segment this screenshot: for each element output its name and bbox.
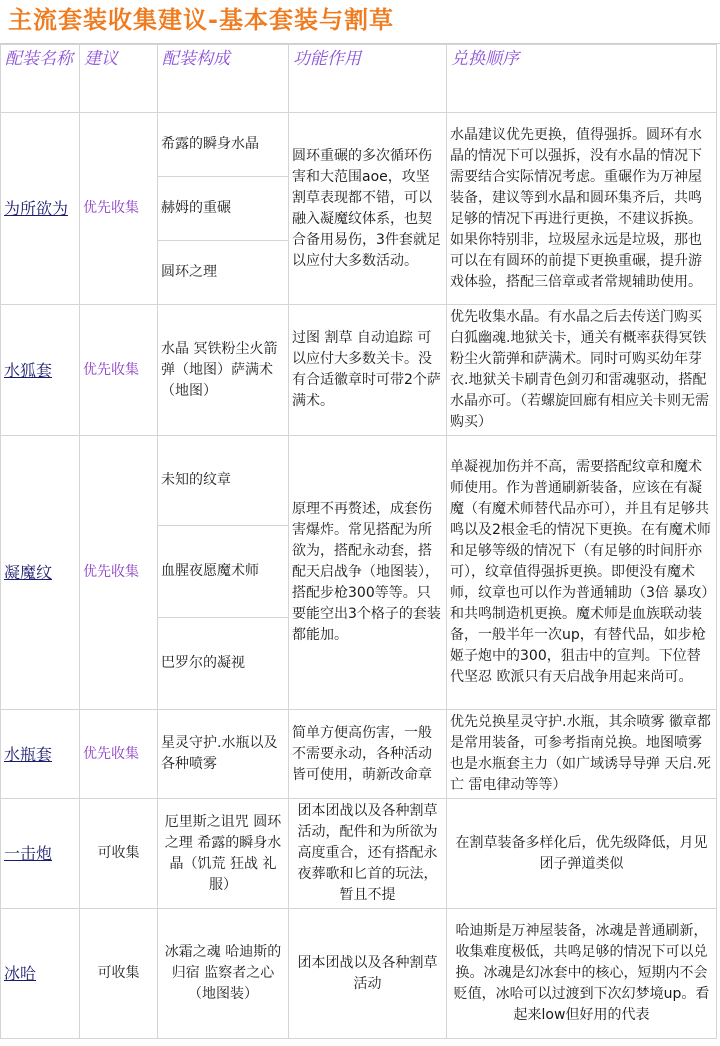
function-cell: 原理不再赘述，成套伤害爆炸。常见搭配为所欲为，搭配永动套，搭配天启战争（地图装），搭配步枪300等等。只要能空出3个格子的套装都能加。 <box>289 436 447 710</box>
recommendation-cell: 优先收集 <box>80 710 158 799</box>
suit-name-link[interactable]: 水瓶套 <box>1 710 80 799</box>
function-cell: 过图 割草 自动追踪 可以应付大多数关卡。没有合适徽章时可带2个萨满术。 <box>289 305 447 436</box>
table-row <box>1 113 717 177</box>
table-row <box>1 305 717 436</box>
component-cell: 希露的瞬身水晶 <box>158 113 289 177</box>
recommendation-cell: 可收集 <box>80 909 158 1039</box>
order-cell: 优先收集水晶。有水晶之后去传送门购买白狐幽魂.地狱关卡，通关有概率获得冥铁粉尘火箭弹和萨满术。同时可购买幼年芽衣.地狱关卡刷青色剑刃和雷魂驱动，搭配水晶亦可。（若螺旋回廊有相应关卡则无需购买） <box>447 305 717 436</box>
header-recommendation: 建议 <box>80 45 158 113</box>
header-row <box>1 45 717 113</box>
recommendation-cell: 优先收集 <box>80 436 158 710</box>
suit-name-link[interactable]: 为所欲为 <box>1 113 80 305</box>
component-cell: 圆环之理 <box>158 241 289 305</box>
function-cell: 简单方便高伤害，一般不需要永动，各种活动皆可使用，萌新改命章 <box>289 710 447 799</box>
component-cell: 未知的纹章 <box>158 436 289 526</box>
function-cell: 团本团战以及各种割草活动 <box>289 909 447 1039</box>
component-cell: 水晶 冥铁粉尘火箭弹（地图）萨满术（地图） <box>158 305 289 436</box>
order-cell: 水晶建议优先更换，值得强拆。圆环有水晶的情况下可以强拆，没有水晶的情况下需要结合实际情况考虑。重碾作为万神屋装备，建议等到水晶和圆环集齐后，共鸣足够的情况下再进行更换，不建议拆换。如果你特别非，垃圾屋永远是垃圾，那也可以在有圆环的前提下更换重碾，提升游戏体验，搭配三倍章或者常规辅助使用。 <box>447 113 717 305</box>
suit-table <box>0 44 717 1039</box>
page-title: 主流套装收集建议-基本套装与割草 <box>0 0 720 44</box>
header-components: 配装构成 <box>158 45 289 113</box>
function-cell: 圆环重碾的多次循环伤害和大范围aoe，攻坚割草表现都不错，可以融入凝魔纹体系，也契合备用易伤，3件套就足以应付大多数活动。 <box>289 113 447 305</box>
component-cell: 厄里斯之诅咒 圆环之理 希露的瞬身水晶（饥荒 狂战 礼服） <box>158 799 289 909</box>
order-cell: 在割草装备多样化后，优先级降低，月见团子弹道类似 <box>447 799 717 909</box>
header-name: 配装名称 <box>1 45 80 113</box>
header-order: 兑换顺序 <box>447 45 717 113</box>
suit-name-link[interactable]: 水狐套 <box>1 305 80 436</box>
order-cell: 优先兑换星灵守护.水瓶，其余喷雾 徽章都是常用装备，可参考指南兑换。地图喷雾也是水瓶套主力（如广域诱导导弹 天启.死亡 雷电律动等等） <box>447 710 717 799</box>
recommendation-cell: 优先收集 <box>80 305 158 436</box>
suit-name-link[interactable]: 一击炮 <box>1 799 80 909</box>
component-cell: 巴罗尔的凝视 <box>158 618 289 710</box>
order-cell: 单凝视加伤并不高，需要搭配纹章和魔术师使用。作为普通刷新装备，应该在有凝魔（有魔术师替代品亦可），并且有足够共鸣以及2根金毛的情况下更换。在有魔术师和足够等级的情况下（有足够的时间肝亦可），纹章值得强拆更换。即便没有魔术师，纹章也可以作为普通辅助（3倍 暴攻）和共鸣制造机更换。魔术师是血族联动装备，一般半年一次up，有替代品，如步枪姬子炮中的300，狙击中的宣判。下位替代坚忍 欧派只有天启战争用起来尚可。 <box>447 436 717 710</box>
recommendation-cell: 可收集 <box>80 799 158 909</box>
table-row <box>1 710 717 799</box>
header-function: 功能作用 <box>289 45 447 113</box>
suit-name-link[interactable]: 冰哈 <box>1 909 80 1039</box>
component-cell: 血腥夜愿魔术师 <box>158 526 289 618</box>
order-cell: 哈迪斯是万神屋装备，冰魂是普通刷新，收集难度极低，共鸣足够的情况下可以兑换。冰魂是幻冰套中的核心，短期内不会贬值，冰哈可以过渡到下次幻梦境up。看起来low但好用的代表 <box>447 909 717 1039</box>
component-cell: 赫姆的重碾 <box>158 177 289 241</box>
component-cell: 冰霜之魂 哈迪斯的归宿 监察者之心（地图装） <box>158 909 289 1039</box>
table-row <box>1 436 717 526</box>
table-row <box>1 799 717 909</box>
recommendation-cell: 优先收集 <box>80 113 158 305</box>
table-row <box>1 909 717 1039</box>
suit-name-link[interactable]: 凝魔纹 <box>1 436 80 710</box>
function-cell: 团本团战以及各种割草活动，配件和为所欲为高度重合，还有搭配永夜葬歌和匕首的玩法，暂且不提 <box>289 799 447 909</box>
component-cell: 星灵守护.水瓶以及各种喷雾 <box>158 710 289 799</box>
